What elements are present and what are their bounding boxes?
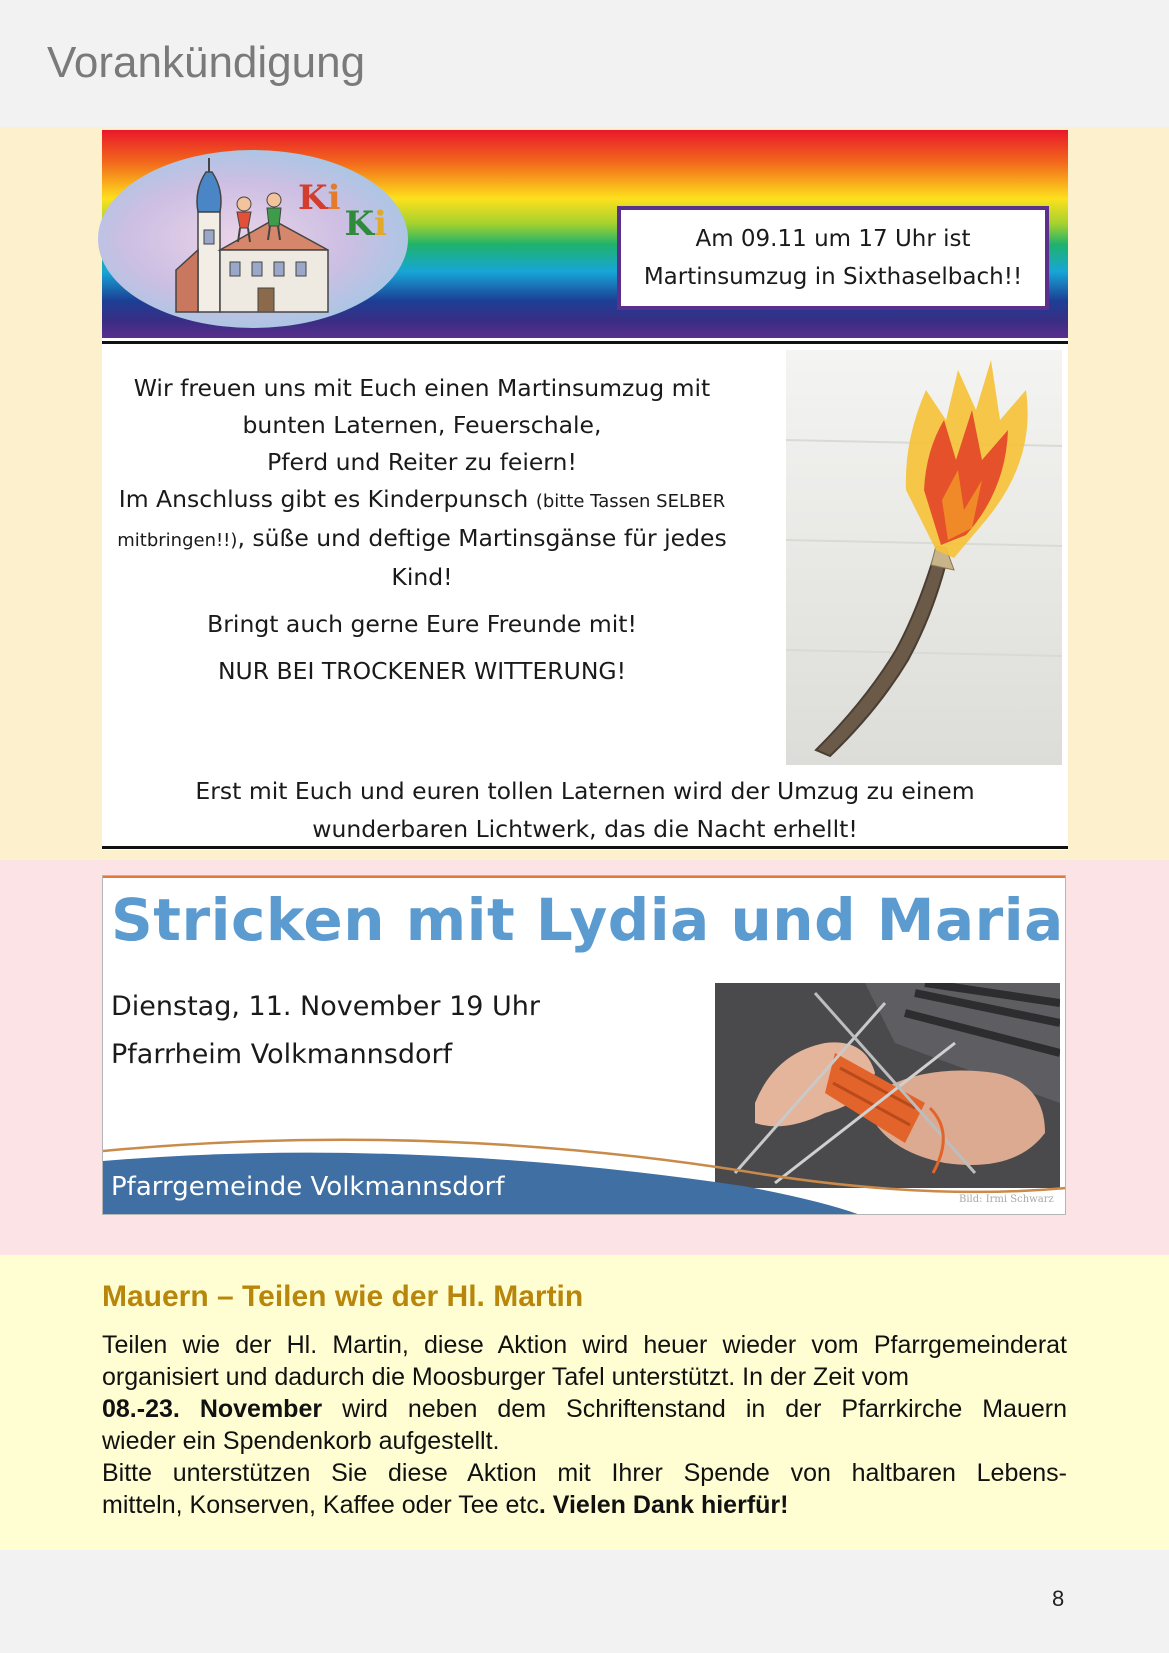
text-line: Erst mit Euch und euren tollen Laternen wird der Umzug zu einem: [195, 777, 975, 805]
text-line: Im Anschluss gibt es Kinderpunsch (bitte Tassen SELBER: [118, 485, 726, 513]
parish-name: Pfarrgemeinde Volkmannsdorf: [111, 1172, 505, 1202]
knitting-flyer: [102, 875, 1066, 1215]
text-line: wunderbaren Lichtwerk, das die Nacht erhellt!: [312, 815, 858, 843]
photo-credit: Bild: Irmi Schwarz: [959, 1194, 1054, 1205]
kiki-logo: [98, 150, 408, 328]
martinsumzug-flyer: [102, 130, 1068, 850]
article-heading: Mauern – Teilen wie der Hl. Martin: [102, 1280, 584, 1313]
text-line: 08.-23. November wird neben dem Schriftenstand in der Pfarrkirche Mauern: [102, 1395, 1068, 1423]
text-line: Teilen wie der Hl. Martin, diese Aktion wird heuer wieder vom Pfarrgemeinderat: [102, 1331, 1067, 1359]
article-body: [102, 1329, 1067, 1521]
text-line: mitteln, Konserven, Kaffee oder Tee etc. Vielen Dank hierfür!: [102, 1491, 789, 1519]
date-range: 08.-23. November: [102, 1395, 323, 1423]
page-header: [0, 0, 1169, 127]
text-line: Wir freuen uns mit Euch einen Martinsumzug mit: [133, 374, 711, 402]
divider: [102, 341, 1068, 344]
torch-lantern-photo: [786, 350, 1062, 765]
weather-notice: NUR BEI TROCKENER WITTERUNG!: [217, 657, 627, 685]
text-line: Pferd und Reiter zu feiern!: [267, 448, 577, 476]
knitting-title: Stricken mit Lydia und Maria: [111, 886, 1064, 954]
announcement-line: Am 09.11 um 17 Uhr ist: [695, 226, 971, 252]
thanks-text: Vielen Dank hierfür!: [552, 1491, 789, 1519]
kiki-wordmark: KiKi: [298, 178, 387, 244]
announcement-box: [617, 206, 1049, 310]
knitting-date: Dienstag, 11. November 19 Uhr: [111, 991, 540, 1022]
page-number: 8: [1052, 1586, 1065, 1611]
text-line: Bitte unterstützen Sie diese Aktion mit Ihrer Spende von haltbaren Lebens-: [102, 1459, 1067, 1487]
text-line: Bringt auch gerne Eure Freunde mit!: [207, 610, 637, 638]
page-title: Vorankündigung: [47, 38, 366, 87]
text-line: Kind!: [391, 563, 453, 591]
announcement-line: Martinsumzug in Sixthaselbach!!: [643, 264, 1023, 290]
divider: [102, 846, 1068, 849]
flyer-top-line: [103, 876, 1065, 878]
text-line: wieder ein Spendenkorb aufgestellt.: [102, 1427, 500, 1455]
text-line: mitbringen!!), süße und deftige Martinsgänse für jedes: [117, 524, 727, 552]
text-line: organisiert und dadurch die Moosburger Tafel unterstützt. In der Zeit vom: [102, 1363, 909, 1391]
text-line: bunten Laternen, Feuerschale,: [242, 411, 602, 439]
knitting-location: Pfarrheim Volkmannsdorf: [111, 1039, 453, 1070]
martinsumzug-closing: [102, 772, 1068, 848]
martinsumzug-description: [102, 370, 742, 690]
